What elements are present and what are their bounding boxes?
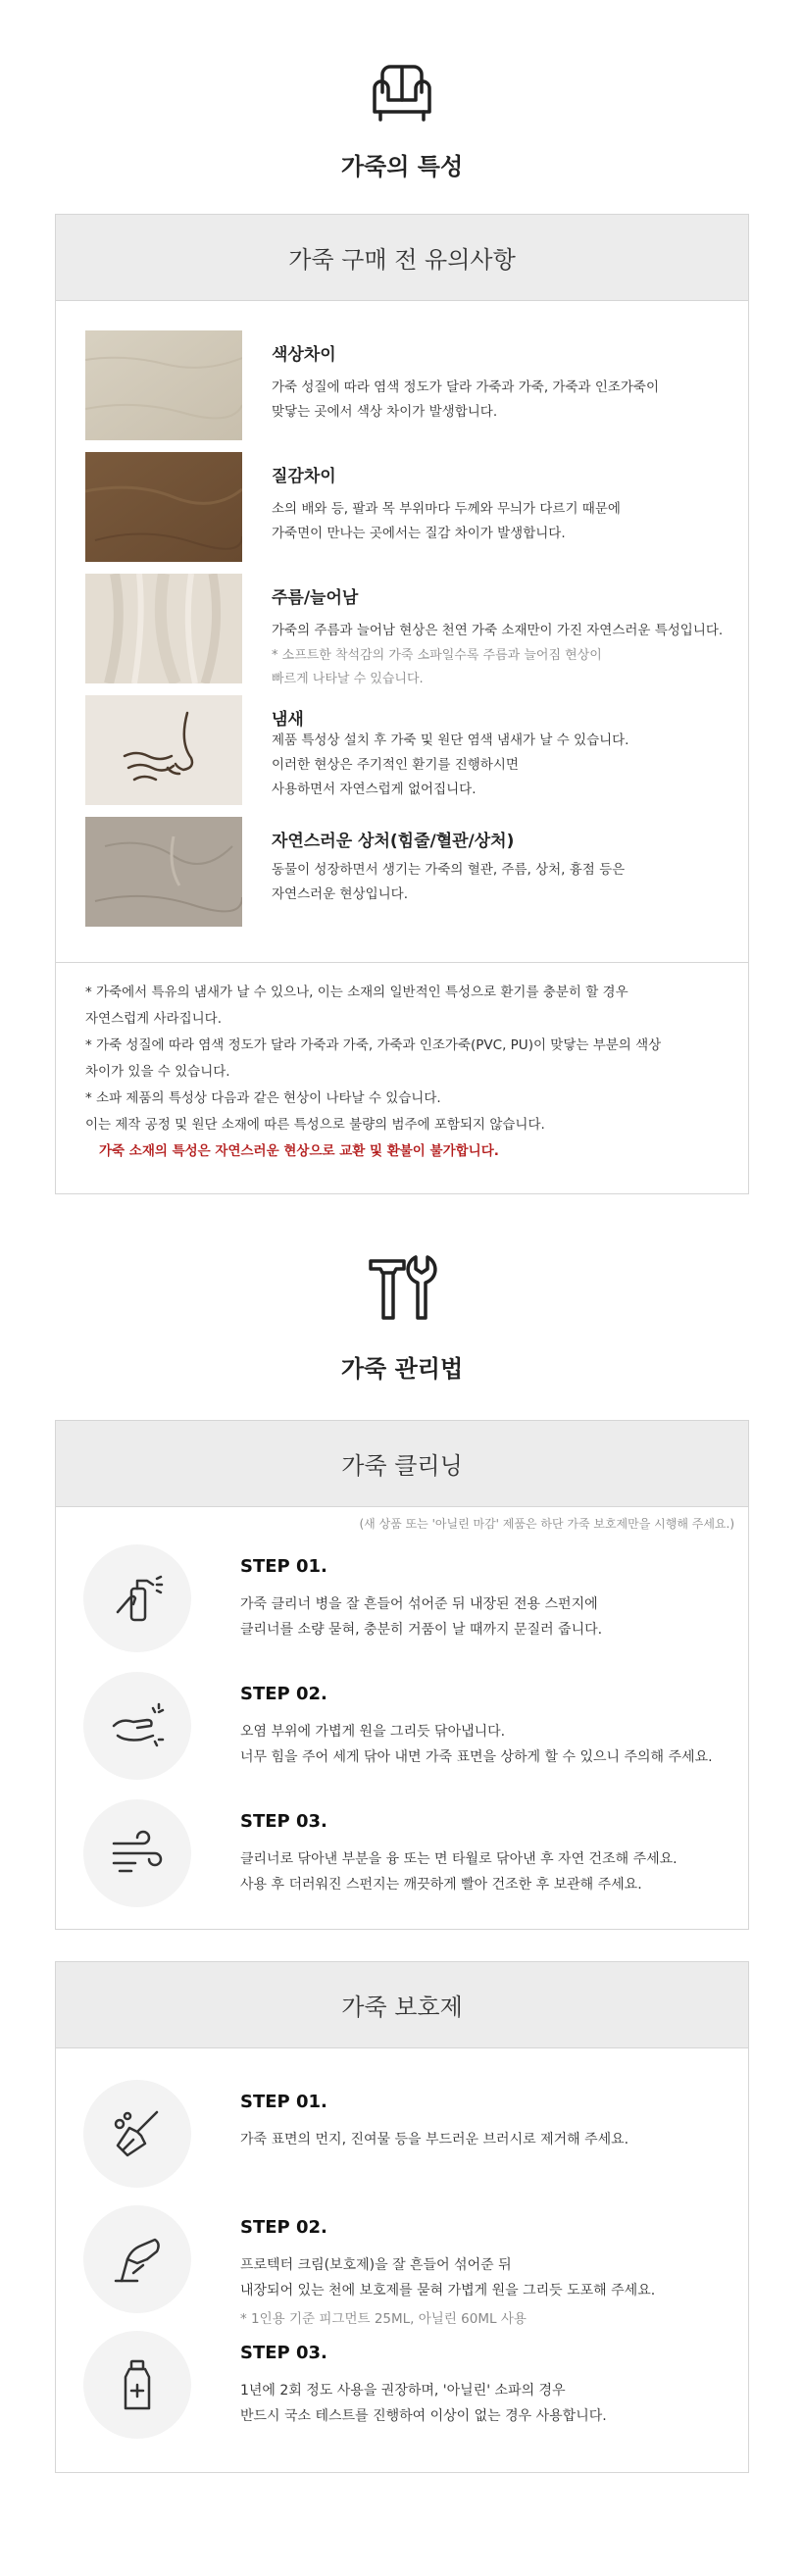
box-header: 가죽 클리닝 xyxy=(56,1421,748,1507)
step-label: STEP 02. xyxy=(240,2217,327,2238)
step-body: 클리너로 닦아낸 부분을 융 또는 면 타월로 닦아낸 후 자연 건조해 주세요. 사용 후 더러워진 스펀지는 깨끗하게 빨아 건조한 후 보관해 주세요. xyxy=(240,1851,678,1893)
spray-bottle-icon xyxy=(108,1569,167,1628)
trait-wrinkles xyxy=(85,574,732,686)
step-label: STEP 03. xyxy=(240,2343,327,2363)
step-icon-circle xyxy=(83,1544,191,1652)
trait-body: 동물이 성장하면서 생기는 가죽의 혈관, 주름, 상처, 흉점 등은 자연스러운 현상입니다. xyxy=(272,862,626,902)
hammer-wrench-icon xyxy=(365,1253,439,1324)
step-note: * 1인용 기준 피그먼트 25ML, 아닐린 60ML 사용 xyxy=(240,2311,527,2327)
trait-body: 가죽의 주름과 늘어남 현상은 천연 가죽 소재만이 가진 자연스러운 특성입니다. xyxy=(272,623,724,638)
protect-step-2 xyxy=(83,2205,730,2327)
step-label: STEP 03. xyxy=(240,1811,327,1832)
trait-title: 자연스러운 상처(힘줄/혈관/상처) xyxy=(272,832,515,851)
brush-icon xyxy=(108,2104,167,2163)
cleaning-caption: (새 상품 또는 '아닐린 마감' 제품은 하단 가죽 보호제만을 시행해 주세요.) xyxy=(359,1517,734,1531)
box-header: 가죽 구매 전 유의사항 xyxy=(56,215,748,301)
cleaning-step-2 xyxy=(83,1672,730,1780)
notes-list xyxy=(85,980,732,1165)
trait-title: 질감차이 xyxy=(272,467,336,486)
protect-step-3 xyxy=(83,2331,730,2439)
leather-swatch-grey xyxy=(85,817,242,927)
step-label: STEP 02. xyxy=(240,1684,327,1704)
step-icon-circle xyxy=(83,1672,191,1780)
trait-title: 주름/늘어남 xyxy=(272,588,359,608)
sofa-icon xyxy=(353,61,451,129)
trait-body: 제품 특성상 설치 후 가죽 및 원단 염색 냄새가 날 수 있습니다. 이러한 현상은 주기적인 환기를 진행하시면 사용하면서 자연스럽게 없어집니다. xyxy=(272,732,629,797)
trait-title: 냄새 xyxy=(272,710,304,730)
step-body: 가죽 클리너 병을 잘 흔들어 섞어준 뒤 내장된 전용 스펀지에 클리너를 소량 묻혀, 충분히 거품이 날 때까지 문질러 줍니다. xyxy=(240,1596,603,1638)
step-body: 1년에 2회 정도 사용을 권장하며, '아닐린' 소파의 경우 반드시 국소 테스트를 진행하여 이상이 없는 경우 사용합니다. xyxy=(240,2383,607,2424)
trait-title: 색상차이 xyxy=(272,345,336,365)
trait-color xyxy=(85,330,732,440)
cloth-hand-icon xyxy=(108,2230,167,2289)
precautions-box xyxy=(55,214,749,1194)
divider xyxy=(56,962,748,963)
trait-body: 소의 배와 등, 팔과 목 부위마다 두께와 무늬가 다르기 때문에 가죽면이 만나는 곳에서는 질감 차이가 발생합니다. xyxy=(272,501,621,541)
protection-box xyxy=(55,1961,749,2473)
step-label: STEP 01. xyxy=(240,2092,327,2112)
warning-text: 가죽 소재의 특성은 자연스러운 현상으로 교환 및 환불이 불가합니다. xyxy=(99,1143,499,1159)
step-body: 오염 부위에 가볍게 원을 그리듯 닦아냅니다. 너무 힘을 주어 세게 닦아 내면 가죽 표면을 상하게 할 수 있으니 주의해 주세요. xyxy=(240,1724,713,1765)
hand-wiping-icon xyxy=(108,1696,167,1755)
section-title-leather-care: 가죽 관리법 xyxy=(340,1355,464,1383)
nose-icon xyxy=(85,695,242,805)
step-body: 가죽 표면의 먼지, 진여물 등을 부드러운 브러시로 제거해 주세요. xyxy=(240,2132,629,2147)
trait-smell xyxy=(85,695,732,805)
note-item: * 소파 제품의 특성상 다음과 같은 현상이 나타날 수 있습니다. 이는 제작 공정 및 원단 소재에 따른 특성으로 불량의 범주에 포함되지 않습니다. xyxy=(85,1090,545,1133)
section-title-leather-traits: 가죽의 특성 xyxy=(340,153,464,180)
leather-swatch-wrinkled xyxy=(85,574,242,683)
cleaning-box xyxy=(55,1420,749,1930)
note-item: * 가죽에서 특유의 냄새가 날 수 있으나, 이는 소재의 일반적인 특성으로 환기를 충분히 할 경우 자연스럽게 사라집니다. xyxy=(85,985,628,1027)
step-icon-circle xyxy=(83,2205,191,2313)
trait-note: * 소프트한 착석감의 가죽 소파일수록 주름과 늘어짐 현상이 빠르게 나타날 수 있습니다. xyxy=(272,648,602,686)
wind-icon xyxy=(108,1824,167,1883)
step-icon-circle xyxy=(83,1799,191,1907)
note-item: * 가죽 성질에 따라 염색 정도가 달라 가죽과 가죽, 가죽과 인조가죽(PVC, PU)이 맞닿는 부분의 색상 차이가 있을 수 있습니다. xyxy=(85,1037,662,1080)
step-icon-circle xyxy=(83,2080,191,2188)
step-label: STEP 01. xyxy=(240,1556,327,1577)
leather-swatch-brown xyxy=(85,452,242,562)
trait-body: 가죽 성질에 따라 염색 정도가 달라 가죽과 가죽, 가죽과 인조가죽이 맞닿는 곳에서 색상 차이가 발생합니다. xyxy=(272,379,660,420)
medicine-bottle-icon xyxy=(108,2355,167,2414)
trait-scars xyxy=(85,817,732,927)
leather-swatch-beige xyxy=(85,330,242,440)
protect-step-1 xyxy=(83,2080,730,2188)
box-header: 가죽 보호제 xyxy=(56,1962,748,2048)
cleaning-step-1 xyxy=(83,1544,730,1652)
trait-texture xyxy=(85,452,732,562)
step-icon-circle xyxy=(83,2331,191,2439)
step-body: 프로텍터 크림(보호제)을 잘 흔들어 섞어준 뒤 내장되어 있는 천에 보호제를 묻혀 가볍게 원을 그리듯 도포해 주세요. xyxy=(240,2257,656,2298)
cleaning-step-3 xyxy=(83,1799,730,1907)
